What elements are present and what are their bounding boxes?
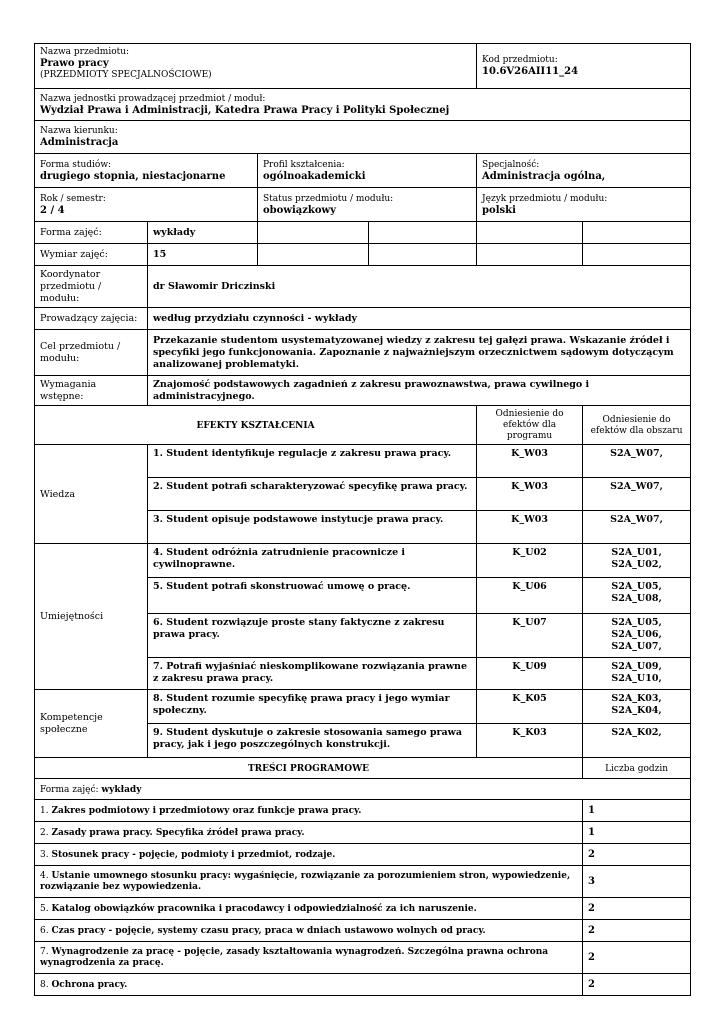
content-form-value: wykłady bbox=[101, 784, 142, 795]
content-topic-row bbox=[35, 866, 691, 898]
class-hours-label: Wymiar zajęć: bbox=[35, 244, 148, 266]
goal-label: Cel przedmiotu / modułu: bbox=[35, 330, 148, 376]
effect-text: 2. Student potrafi scharakteryzować specyfikę prawa pracy. bbox=[148, 478, 477, 511]
empty-cell bbox=[583, 244, 691, 266]
effect-group-skills: Umiejętności bbox=[35, 544, 148, 690]
code-value: 10.6V26AII11_24 bbox=[482, 66, 579, 77]
content-topic-row bbox=[35, 974, 691, 996]
subject-label: Nazwa przedmiotu: bbox=[40, 47, 130, 57]
effect-area-code: S2A_W07, bbox=[583, 445, 691, 478]
content-topic-row bbox=[35, 822, 691, 844]
specialization-value: Administracja ogólna, bbox=[482, 170, 606, 182]
class-hours-value: 15 bbox=[148, 244, 258, 266]
effect-group-competences: Kompetencje społeczne bbox=[35, 690, 148, 758]
content-topic-row bbox=[35, 800, 691, 822]
topic-hours: 1 bbox=[583, 822, 691, 844]
topic-number: 8. bbox=[40, 980, 49, 990]
language-label: Język przedmiotu / modułu: bbox=[482, 193, 608, 204]
topic-text: Zasady prawa pracy. Specyfika źródeł prawa pracy. bbox=[51, 828, 305, 838]
effect-text: 3. Student opisuje podstawowe instytucje prawa pracy. bbox=[148, 511, 477, 544]
goal-value: Przekazanie studentom usystematyzowanej wiedzy z zakresu tej gałęzi prawa. Wskazanie źródeł i specyfiki jego funkcjonowania. Zapoznanie z najważniejszym orzecznictwem sądowym dotyczącym analizowanej problematyki. bbox=[148, 330, 691, 376]
class-form-label: Forma zajęć: bbox=[35, 222, 148, 244]
content-title: TREŚCI PROGRAMOWE bbox=[35, 758, 583, 779]
effect-text: 1. Student identyfikuje regulacje z zakresu prawa pracy. bbox=[148, 445, 477, 478]
syllabus-document bbox=[34, 43, 690, 996]
content-topic bbox=[35, 942, 583, 974]
teacher-value: według przydziału czynności - wykłady bbox=[148, 308, 691, 330]
effect-row bbox=[35, 544, 691, 578]
effect-program-code: K_U06 bbox=[477, 578, 583, 614]
topic-number: 1. bbox=[40, 806, 49, 816]
topic-number: 2. bbox=[40, 828, 49, 838]
year-value: 2 / 4 bbox=[40, 204, 65, 216]
study-form-value: drugiego stopnia, niestacjonarne bbox=[40, 170, 226, 182]
requirements-label: Wymagania wstępne: bbox=[35, 376, 148, 406]
teacher-label: Prowadzący zajęcia: bbox=[35, 308, 148, 330]
effect-row bbox=[35, 690, 691, 724]
code-label: Kod przedmiotu: bbox=[482, 55, 558, 65]
content-form-cell bbox=[35, 779, 691, 800]
content-hours-header: Liczba godzin bbox=[583, 758, 691, 779]
topic-text: Wynagrodzenie za pracę - pojęcie, zasady kształtowania wynagrodzeń. Szczególna prawna ochrona wynagrodzenia za pracę. bbox=[40, 947, 549, 968]
topic-hours: 2 bbox=[583, 898, 691, 920]
topic-hours: 2 bbox=[583, 844, 691, 866]
topic-hours: 3 bbox=[583, 866, 691, 898]
effect-text: 8. Student rozumie specyfikę prawa pracy i jego wymiar społeczny. bbox=[148, 690, 477, 724]
direction-row bbox=[35, 121, 691, 154]
language-value: polski bbox=[482, 204, 516, 216]
class-form-value: wykłady bbox=[148, 222, 258, 244]
study-form-label: Forma studiów: bbox=[40, 159, 112, 170]
topic-number: 7. bbox=[40, 947, 49, 957]
effects-header-row bbox=[35, 406, 691, 445]
topic-text: Ochrona pracy. bbox=[51, 980, 128, 990]
content-topic-row bbox=[35, 920, 691, 942]
topic-hours: 2 bbox=[583, 974, 691, 996]
effect-text: 9. Student dyskutuje o zakresie stosowania samego prawa pracy, jak i jego poszczególnych konstrukcji. bbox=[148, 724, 477, 758]
year-label: Rok / semestr: bbox=[40, 193, 106, 204]
empty-cell bbox=[583, 222, 691, 244]
direction-cell bbox=[35, 121, 691, 154]
effect-area-code: S2A_K02, bbox=[583, 724, 691, 758]
topic-number: 4. bbox=[40, 871, 49, 881]
specialization-cell bbox=[477, 154, 691, 188]
requirements-row bbox=[35, 376, 691, 406]
goal-row bbox=[35, 330, 691, 376]
content-topic bbox=[35, 898, 583, 920]
effect-area-code: S2A_W07, bbox=[583, 478, 691, 511]
content-topic bbox=[35, 920, 583, 942]
topic-text: Czas pracy - pojęcie, systemy czasu pracy, praca w dniach ustawowo wolnych od pracy. bbox=[51, 926, 486, 936]
topic-hours: 2 bbox=[583, 920, 691, 942]
class-hours-row bbox=[35, 244, 691, 266]
status-label: Status przedmiotu / modułu: bbox=[263, 193, 394, 204]
unit-cell bbox=[35, 89, 691, 121]
effect-area-code: S2A_U09, S2A_U10, bbox=[583, 658, 691, 690]
effect-text: 5. Student potrafi skonstruować umowę o pracę. bbox=[148, 578, 477, 614]
coordinator-label: Koordynator przedmiotu / modułu: bbox=[35, 266, 148, 308]
effect-area-code: S2A_U01, S2A_U02, bbox=[583, 544, 691, 578]
empty-cell bbox=[369, 222, 477, 244]
effect-program-code: K_W03 bbox=[477, 511, 583, 544]
effect-area-code: S2A_K03, S2A_K04, bbox=[583, 690, 691, 724]
profile-cell bbox=[258, 154, 477, 188]
topic-number: 5. bbox=[40, 904, 49, 914]
content-topic bbox=[35, 974, 583, 996]
content-form-row bbox=[35, 779, 691, 800]
syllabus-table bbox=[34, 43, 691, 996]
content-topic bbox=[35, 844, 583, 866]
unit-label: Nazwa jednostki prowadzącej przedmiot / moduł: bbox=[40, 93, 266, 104]
study-form-row bbox=[35, 154, 691, 188]
profile-label: Profil kształcenia: bbox=[263, 159, 345, 170]
effect-program-code: K_K03 bbox=[477, 724, 583, 758]
effect-program-code: K_U02 bbox=[477, 544, 583, 578]
class-form-row bbox=[35, 222, 691, 244]
header-row bbox=[35, 44, 691, 89]
content-topic bbox=[35, 800, 583, 822]
code-cell bbox=[477, 44, 691, 89]
topic-text: Zakres podmiotowy i przedmiotowy oraz funkcje prawa pracy. bbox=[51, 806, 362, 816]
effect-text: 4. Student odróżnia zatrudnienie pracownicze i cywilnoprawne. bbox=[148, 544, 477, 578]
subject-name: Prawo pracy bbox=[40, 58, 109, 69]
effect-row bbox=[35, 445, 691, 478]
effect-area-code: S2A_U05, S2A_U08, bbox=[583, 578, 691, 614]
effect-program-code: K_U07 bbox=[477, 614, 583, 658]
topic-text: Katalog obowiązków pracownika i pracodawcy i odpowiedzialność za ich naruszenie. bbox=[51, 904, 477, 914]
empty-cell bbox=[477, 222, 583, 244]
topic-text: Stosunek pracy - pojęcie, podmioty i przedmiot, rodzaje. bbox=[51, 850, 336, 860]
content-header-row bbox=[35, 758, 691, 779]
effect-area-code: S2A_U05, S2A_U06, S2A_U07, bbox=[583, 614, 691, 658]
effect-text: 6. Student rozwiązuje proste stany faktyczne z zakresu prawa pracy. bbox=[148, 614, 477, 658]
topic-hours: 1 bbox=[583, 800, 691, 822]
content-topic bbox=[35, 822, 583, 844]
empty-cell bbox=[258, 222, 369, 244]
topic-text: Ustanie umownego stosunku pracy: wygaśnięcie, rozwiązanie za porozumieniem stron, wypowiedzenie, rozwiązanie bez wypowiedzenia. bbox=[40, 871, 571, 892]
content-form-label: Forma zajęć: bbox=[40, 784, 99, 795]
teacher-row bbox=[35, 308, 691, 330]
coordinator-value: dr Sławomir Driczinski bbox=[148, 266, 691, 308]
language-cell bbox=[477, 188, 691, 222]
unit-value: Wydział Prawa i Administracji, Katedra Prawa Pracy i Polityki Społecznej bbox=[40, 104, 450, 116]
content-topic bbox=[35, 866, 583, 898]
content-topic-row bbox=[35, 898, 691, 920]
subject-cell bbox=[35, 44, 477, 89]
topic-number: 3. bbox=[40, 850, 49, 860]
year-cell bbox=[35, 188, 258, 222]
empty-cell bbox=[477, 244, 583, 266]
topic-hours: 2 bbox=[583, 942, 691, 974]
effect-program-code: K_K05 bbox=[477, 690, 583, 724]
status-cell bbox=[258, 188, 477, 222]
topic-number: 6. bbox=[40, 926, 49, 936]
study-form-cell bbox=[35, 154, 258, 188]
coordinator-row bbox=[35, 266, 691, 308]
content-topic-row bbox=[35, 844, 691, 866]
direction-value: Administracja bbox=[40, 137, 119, 148]
effects-title: EFEKTY KSZTAŁCENIA bbox=[35, 406, 477, 445]
unit-row bbox=[35, 89, 691, 121]
direction-label: Nazwa kierunku: bbox=[40, 126, 118, 136]
area-ref-header: Odniesienie do efektów dla obszaru bbox=[583, 406, 691, 445]
effect-program-code: K_W03 bbox=[477, 445, 583, 478]
effect-program-code: K_U09 bbox=[477, 658, 583, 690]
requirements-value: Znajomość podstawowych zagadnień z zakresu prawoznawstwa, prawa cywilnego i administracyjnego. bbox=[148, 376, 691, 406]
effect-area-code: S2A_W07, bbox=[583, 511, 691, 544]
empty-cell bbox=[258, 244, 369, 266]
status-value: obowiązkowy bbox=[263, 204, 336, 216]
specialization-label: Specjalność: bbox=[482, 159, 540, 170]
effect-program-code: K_W03 bbox=[477, 478, 583, 511]
subject-group: (PRZEDMIOTY SPECJALNOŚCIOWE) bbox=[40, 70, 212, 80]
content-topic-row bbox=[35, 942, 691, 974]
year-row bbox=[35, 188, 691, 222]
effect-text: 7. Potrafi wyjaśniać nieskomplikowane rozwiązania prawne z zakresu prawa pracy. bbox=[148, 658, 477, 690]
effect-group-knowledge: Wiedza bbox=[35, 445, 148, 544]
profile-value: ogólnoakademicki bbox=[263, 170, 366, 182]
empty-cell bbox=[369, 244, 477, 266]
program-ref-header: Odniesienie do efektów dla programu bbox=[477, 406, 583, 445]
